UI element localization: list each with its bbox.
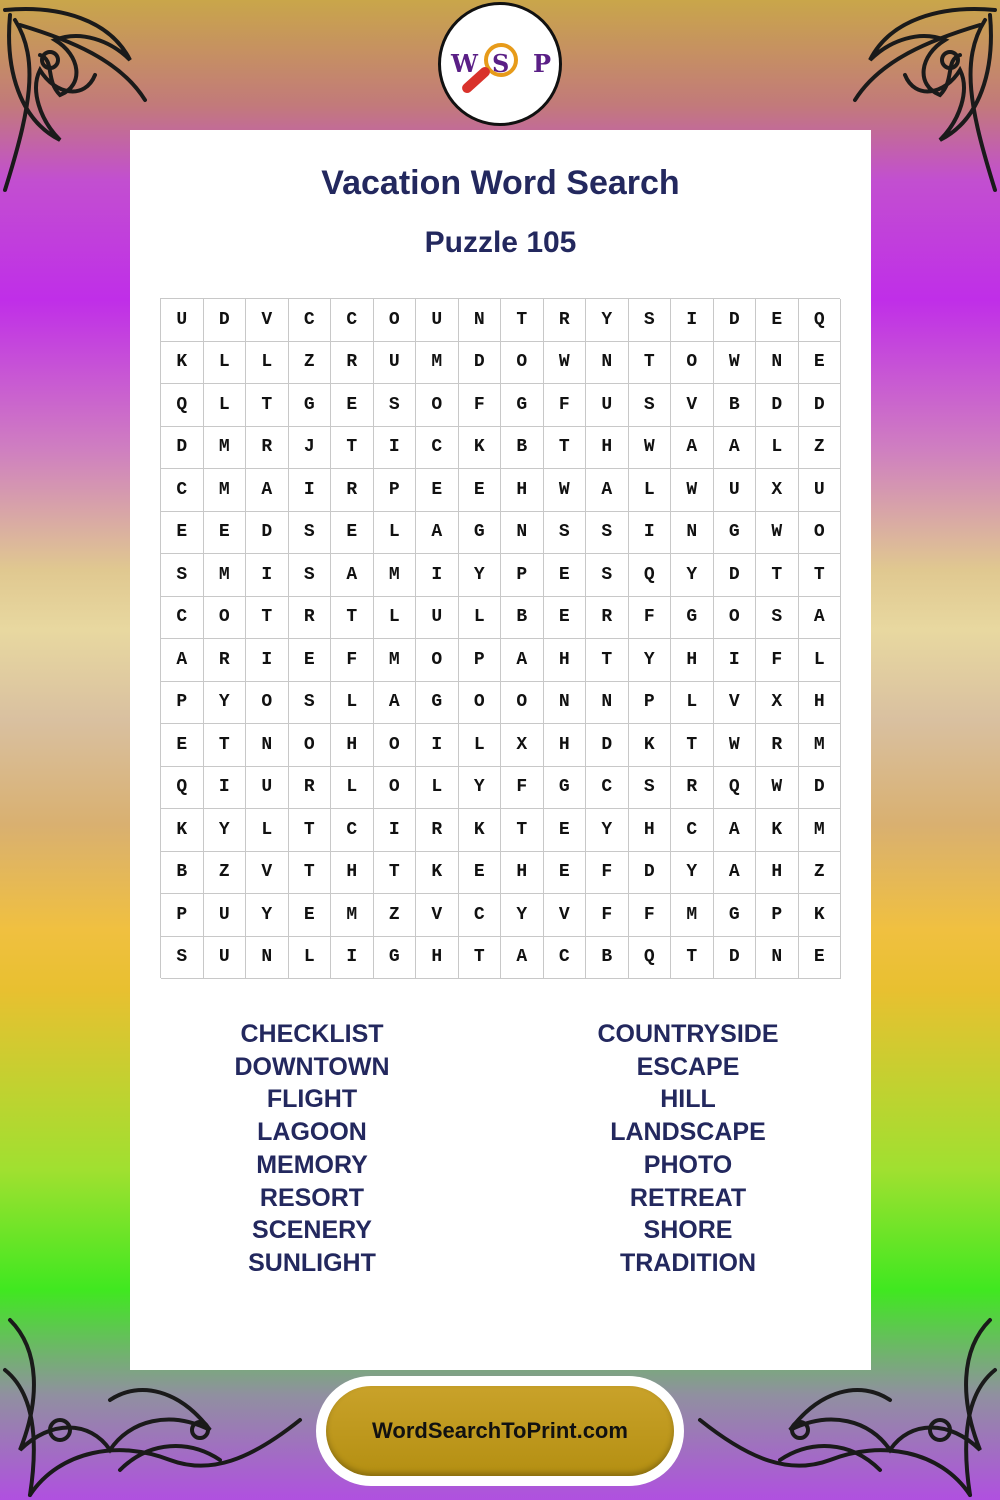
word-list-item: SHORE — [643, 1216, 733, 1245]
grid-cell: F — [586, 852, 629, 895]
grid-cell: F — [756, 639, 799, 682]
grid-cell: T — [671, 937, 714, 980]
grid-cell: M — [671, 894, 714, 937]
grid-cell: K — [799, 894, 842, 937]
grid-cell: I — [246, 554, 289, 597]
grid-cell: O — [204, 597, 247, 640]
grid-cell: U — [204, 894, 247, 937]
grid-cell: K — [161, 342, 204, 385]
grid-cell: A — [331, 554, 374, 597]
grid-cell: L — [374, 597, 417, 640]
grid-cell: W — [544, 342, 587, 385]
grid-cell: L — [459, 597, 502, 640]
grid-cell: A — [714, 427, 757, 470]
grid-cell: T — [289, 852, 332, 895]
grid-cell: I — [416, 724, 459, 767]
grid-cell: M — [204, 427, 247, 470]
grid-cell: L — [416, 767, 459, 810]
grid-cell: A — [671, 427, 714, 470]
word-list-item: LANDSCAPE — [610, 1118, 766, 1147]
grid-cell: Q — [629, 554, 672, 597]
word-list-item: LAGOON — [257, 1118, 367, 1147]
grid-cell: A — [416, 512, 459, 555]
grid-cell: I — [374, 427, 417, 470]
grid-cell: U — [374, 342, 417, 385]
grid-cell: X — [501, 724, 544, 767]
grid-cell: N — [586, 682, 629, 725]
grid-cell: C — [331, 299, 374, 342]
grid-cell: Q — [161, 384, 204, 427]
grid-cell: B — [586, 937, 629, 980]
grid-cell: V — [246, 299, 289, 342]
grid-cell: Y — [671, 852, 714, 895]
grid-cell: T — [246, 597, 289, 640]
grid-cell: E — [544, 809, 587, 852]
grid-cell: R — [289, 597, 332, 640]
grid-cell: A — [714, 852, 757, 895]
grid-cell: G — [459, 512, 502, 555]
grid-cell: V — [544, 894, 587, 937]
grid-cell: N — [501, 512, 544, 555]
grid-cell: C — [161, 469, 204, 512]
letter-grid — [160, 298, 840, 978]
grid-cell: S — [544, 512, 587, 555]
grid-cell: F — [501, 767, 544, 810]
word-list-item: DOWNTOWN — [234, 1052, 390, 1081]
grid-cell: S — [756, 597, 799, 640]
grid-cell: N — [671, 512, 714, 555]
grid-cell: O — [714, 597, 757, 640]
grid-cell: F — [629, 597, 672, 640]
grid-cell: E — [544, 554, 587, 597]
grid-cell: E — [161, 724, 204, 767]
grid-cell: G — [671, 597, 714, 640]
grid-cell: G — [714, 512, 757, 555]
grid-cell: R — [331, 342, 374, 385]
grid-cell: I — [714, 639, 757, 682]
grid-cell: H — [501, 469, 544, 512]
grid-cell: P — [459, 639, 502, 682]
grid-cell: T — [501, 299, 544, 342]
grid-cell: A — [374, 682, 417, 725]
word-list-right — [538, 1018, 838, 1280]
grid-cell: Y — [671, 554, 714, 597]
grid-cell: H — [544, 639, 587, 682]
grid-cell: Q — [629, 937, 672, 980]
grid-cell: D — [714, 554, 757, 597]
grid-cell: D — [756, 384, 799, 427]
grid-cell: O — [416, 384, 459, 427]
grid-cell: N — [544, 682, 587, 725]
grid-cell: A — [799, 597, 842, 640]
grid-cell: P — [161, 682, 204, 725]
grid-cell: V — [416, 894, 459, 937]
grid-cell: W — [714, 342, 757, 385]
grid-cell: O — [671, 342, 714, 385]
grid-cell: S — [374, 384, 417, 427]
grid-cell: N — [756, 342, 799, 385]
grid-cell: F — [629, 894, 672, 937]
grid-cell: W — [544, 469, 587, 512]
grid-cell: R — [544, 299, 587, 342]
grid-cell: Y — [629, 639, 672, 682]
grid-cell: I — [289, 469, 332, 512]
grid-cell: Q — [161, 767, 204, 810]
grid-cell: Y — [204, 809, 247, 852]
grid-cell: K — [459, 809, 502, 852]
grid-cell: P — [629, 682, 672, 725]
grid-cell: L — [246, 809, 289, 852]
grid-cell: B — [714, 384, 757, 427]
grid-cell: T — [586, 639, 629, 682]
grid-cell: E — [416, 469, 459, 512]
grid-cell: E — [331, 512, 374, 555]
grid-cell: S — [161, 937, 204, 980]
grid-cell: O — [459, 682, 502, 725]
grid-cell: Y — [501, 894, 544, 937]
logo-letter-w: W — [451, 49, 478, 78]
grid-cell: M — [204, 469, 247, 512]
grid-cell: N — [246, 724, 289, 767]
grid-cell: G — [714, 894, 757, 937]
word-list-item: FLIGHT — [266, 1085, 358, 1114]
grid-cell: Q — [714, 767, 757, 810]
grid-cell: Y — [586, 299, 629, 342]
grid-cell: B — [501, 597, 544, 640]
grid-cell: N — [756, 937, 799, 980]
grid-cell: Y — [459, 554, 502, 597]
grid-cell: T — [501, 809, 544, 852]
grid-cell: F — [459, 384, 502, 427]
corner-ornament-top-right-icon — [850, 0, 1000, 200]
grid-cell: Y — [459, 767, 502, 810]
grid-cell: R — [756, 724, 799, 767]
grid-cell: T — [246, 384, 289, 427]
grid-cell: D — [714, 937, 757, 980]
grid-cell: D — [459, 342, 502, 385]
grid-cell: D — [714, 299, 757, 342]
grid-cell: T — [204, 724, 247, 767]
logo-letter-s: S — [492, 49, 510, 78]
grid-cell: S — [629, 767, 672, 810]
grid-cell: G — [501, 384, 544, 427]
grid-cell: A — [501, 937, 544, 980]
grid-cell: E — [544, 597, 587, 640]
grid-cell: T — [374, 852, 417, 895]
grid-cell: M — [331, 894, 374, 937]
grid-cell: T — [544, 427, 587, 470]
grid-cell: W — [714, 724, 757, 767]
grid-cell: D — [246, 512, 289, 555]
grid-cell: V — [714, 682, 757, 725]
grid-cell: Z — [374, 894, 417, 937]
grid-cell: R — [289, 767, 332, 810]
grid-cell: U — [204, 937, 247, 980]
grid-cell: P — [756, 894, 799, 937]
grid-cell: G — [374, 937, 417, 980]
grid-cell: H — [331, 852, 374, 895]
grid-cell: S — [289, 512, 332, 555]
grid-cell: E — [756, 299, 799, 342]
grid-cell: S — [586, 554, 629, 597]
grid-cell: O — [374, 724, 417, 767]
grid-cell: B — [501, 427, 544, 470]
grid-cell: K — [629, 724, 672, 767]
grid-cell: E — [544, 852, 587, 895]
grid-cell: L — [756, 427, 799, 470]
grid-cell: P — [374, 469, 417, 512]
logo-letter-p: P — [533, 49, 552, 78]
grid-cell: M — [374, 639, 417, 682]
grid-cell: M — [799, 724, 842, 767]
grid-cell: O — [416, 639, 459, 682]
grid-cell: Z — [799, 852, 842, 895]
grid-cell: U — [714, 469, 757, 512]
grid-cell: N — [586, 342, 629, 385]
grid-cell: T — [756, 554, 799, 597]
grid-cell: E — [799, 342, 842, 385]
grid-cell: C — [289, 299, 332, 342]
grid-cell: E — [459, 852, 502, 895]
grid-cell: Z — [289, 342, 332, 385]
grid-cell: G — [544, 767, 587, 810]
grid-cell: L — [671, 682, 714, 725]
grid-cell: S — [586, 512, 629, 555]
grid-cell: S — [289, 554, 332, 597]
grid-cell: C — [161, 597, 204, 640]
grid-cell: I — [629, 512, 672, 555]
grid-cell: H — [501, 852, 544, 895]
grid-cell: I — [246, 639, 289, 682]
grid-cell: O — [374, 767, 417, 810]
grid-cell: K — [416, 852, 459, 895]
grid-cell: T — [671, 724, 714, 767]
grid-cell: H — [799, 682, 842, 725]
grid-cell: K — [161, 809, 204, 852]
grid-cell: N — [246, 937, 289, 980]
grid-cell: U — [161, 299, 204, 342]
word-list-item: SCENERY — [252, 1216, 372, 1245]
grid-cell: M — [799, 809, 842, 852]
grid-cell: I — [671, 299, 714, 342]
grid-cell: L — [204, 342, 247, 385]
grid-cell: W — [756, 512, 799, 555]
grid-cell: F — [586, 894, 629, 937]
grid-cell: M — [374, 554, 417, 597]
grid-cell: I — [374, 809, 417, 852]
grid-cell: L — [374, 512, 417, 555]
grid-cell: O — [246, 682, 289, 725]
grid-cell: L — [331, 767, 374, 810]
grid-cell: W — [756, 767, 799, 810]
site-link[interactable]: WordSearchToPrint.com — [326, 1386, 674, 1476]
word-list-item: PHOTO — [643, 1150, 733, 1179]
grid-cell: A — [586, 469, 629, 512]
grid-cell: O — [374, 299, 417, 342]
footer-badge — [316, 1376, 684, 1486]
grid-cell: E — [289, 894, 332, 937]
grid-cell: R — [671, 767, 714, 810]
grid-cell: C — [331, 809, 374, 852]
grid-cell: S — [289, 682, 332, 725]
grid-cell: Y — [246, 894, 289, 937]
grid-cell: E — [799, 937, 842, 980]
grid-cell: U — [246, 767, 289, 810]
grid-cell: E — [331, 384, 374, 427]
grid-cell: L — [246, 342, 289, 385]
corner-ornament-top-left-icon — [0, 0, 150, 200]
grid-cell: R — [246, 427, 289, 470]
grid-cell: S — [629, 384, 672, 427]
grid-cell: P — [161, 894, 204, 937]
grid-cell: T — [459, 937, 502, 980]
grid-cell: X — [756, 469, 799, 512]
page-title: Vacation Word Search — [321, 164, 680, 202]
grid-cell: G — [416, 682, 459, 725]
grid-cell: P — [501, 554, 544, 597]
grid-cell: I — [204, 767, 247, 810]
grid-cell: E — [161, 512, 204, 555]
grid-cell: Z — [204, 852, 247, 895]
grid-cell: L — [289, 937, 332, 980]
grid-cell: I — [416, 554, 459, 597]
grid-cell: D — [161, 427, 204, 470]
grid-cell: T — [331, 597, 374, 640]
grid-cell: L — [799, 639, 842, 682]
grid-cell: L — [459, 724, 502, 767]
grid-cell: Z — [799, 427, 842, 470]
grid-cell: X — [756, 682, 799, 725]
grid-cell: T — [799, 554, 842, 597]
grid-cell: O — [501, 682, 544, 725]
grid-cell: F — [331, 639, 374, 682]
grid-cell: V — [246, 852, 289, 895]
grid-cell: T — [331, 427, 374, 470]
grid-cell: U — [416, 299, 459, 342]
grid-cell: D — [799, 384, 842, 427]
grid-cell: H — [544, 724, 587, 767]
grid-cell: C — [671, 809, 714, 852]
grid-cell: A — [161, 639, 204, 682]
grid-cell: J — [289, 427, 332, 470]
grid-cell: Y — [586, 809, 629, 852]
grid-cell: E — [204, 512, 247, 555]
grid-cell: M — [416, 342, 459, 385]
grid-cell: G — [289, 384, 332, 427]
grid-cell: D — [204, 299, 247, 342]
grid-cell: S — [629, 299, 672, 342]
grid-cell: R — [416, 809, 459, 852]
word-list-item: SUNLIGHT — [248, 1248, 376, 1277]
grid-cell: T — [289, 809, 332, 852]
grid-cell: M — [204, 554, 247, 597]
grid-cell: H — [416, 937, 459, 980]
word-list-item: ESCAPE — [636, 1052, 740, 1081]
grid-cell: A — [246, 469, 289, 512]
grid-cell: R — [331, 469, 374, 512]
grid-cell: A — [714, 809, 757, 852]
puzzle-card — [130, 130, 871, 1370]
word-list-item: CHECKLIST — [240, 1020, 384, 1048]
grid-cell: B — [161, 852, 204, 895]
grid-cell: V — [671, 384, 714, 427]
word-list-item: TRADITION — [619, 1248, 757, 1277]
grid-cell: Q — [799, 299, 842, 342]
grid-cell: K — [756, 809, 799, 852]
grid-cell: C — [459, 894, 502, 937]
wsp-logo — [438, 2, 562, 126]
grid-cell: L — [629, 469, 672, 512]
grid-cell: C — [544, 937, 587, 980]
grid-cell: T — [629, 342, 672, 385]
grid-cell: W — [671, 469, 714, 512]
grid-cell: H — [331, 724, 374, 767]
word-list-left — [162, 1018, 462, 1280]
grid-cell: O — [799, 512, 842, 555]
word-list-item: RESORT — [259, 1183, 365, 1212]
grid-cell: U — [586, 384, 629, 427]
grid-cell: H — [756, 852, 799, 895]
grid-cell: Y — [204, 682, 247, 725]
grid-cell: U — [799, 469, 842, 512]
word-list-item: MEMORY — [256, 1150, 368, 1179]
grid-cell: E — [289, 639, 332, 682]
grid-cell: D — [629, 852, 672, 895]
word-list-item: RETREAT — [629, 1183, 747, 1212]
grid-cell: H — [586, 427, 629, 470]
grid-cell: N — [459, 299, 502, 342]
grid-cell: F — [544, 384, 587, 427]
grid-cell: W — [629, 427, 672, 470]
puzzle-number: Puzzle 105 — [424, 226, 577, 259]
grid-cell: H — [671, 639, 714, 682]
grid-cell: R — [586, 597, 629, 640]
grid-cell: L — [204, 384, 247, 427]
grid-cell: H — [629, 809, 672, 852]
grid-cell: C — [416, 427, 459, 470]
grid-cell: O — [501, 342, 544, 385]
grid-cell: L — [331, 682, 374, 725]
word-list-item: COUNTRYSIDE — [597, 1020, 779, 1048]
grid-cell: I — [331, 937, 374, 980]
grid-cell: U — [416, 597, 459, 640]
grid-cell: E — [459, 469, 502, 512]
word-list-item: HILL — [660, 1085, 716, 1114]
grid-cell: C — [586, 767, 629, 810]
grid-cell: D — [586, 724, 629, 767]
grid-cell: S — [161, 554, 204, 597]
grid-cell: A — [501, 639, 544, 682]
grid-cell: K — [459, 427, 502, 470]
grid-cell: D — [799, 767, 842, 810]
grid-cell: R — [204, 639, 247, 682]
grid-cell: O — [289, 724, 332, 767]
